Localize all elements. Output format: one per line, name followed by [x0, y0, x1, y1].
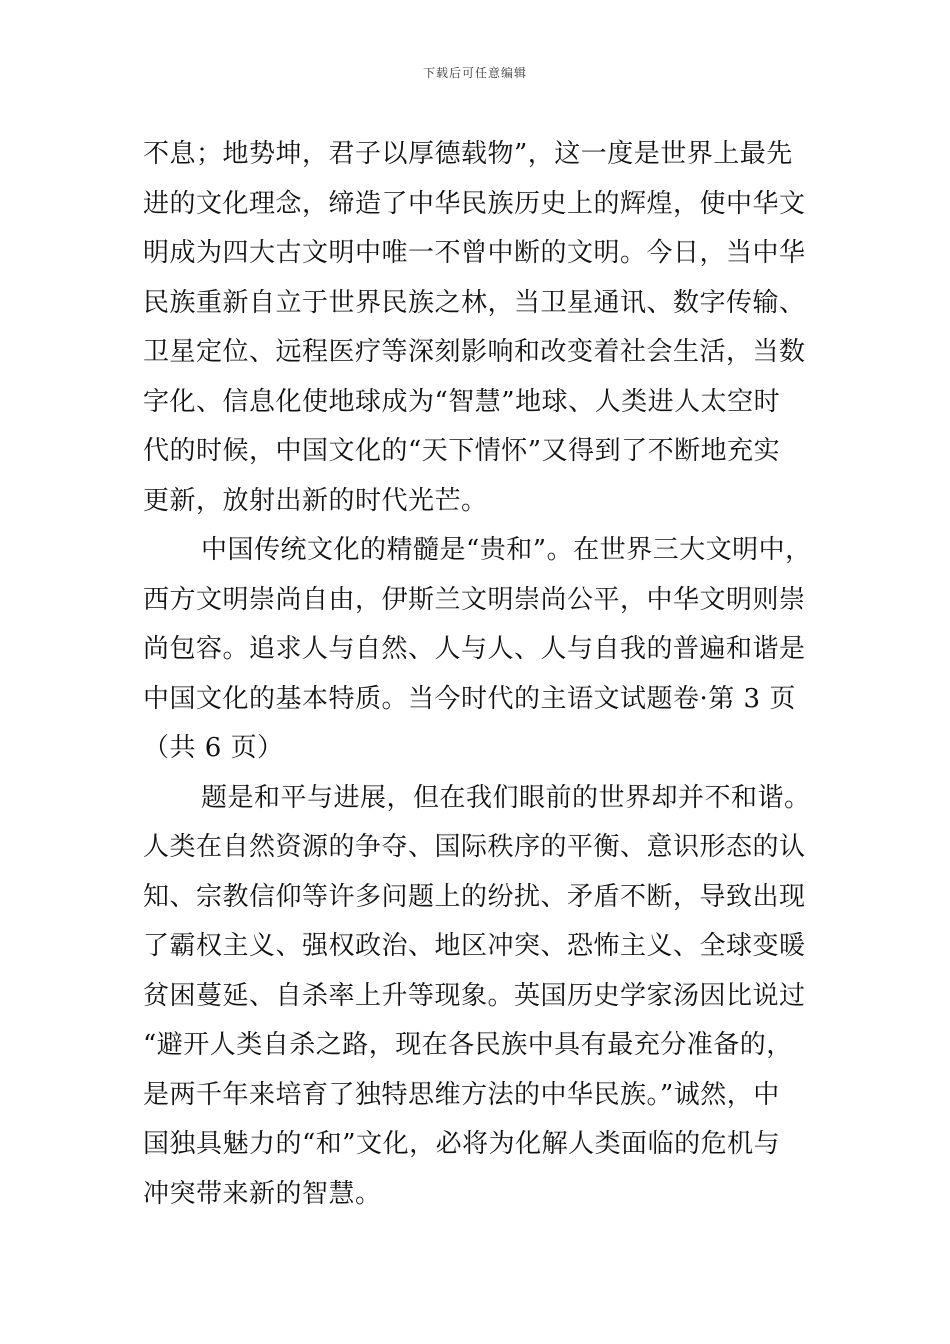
text-line: 更新，放射出新的时代光芒。 [143, 485, 488, 516]
text-line: 中国文化的基本特质。当今时代的主语文试题卷·第 3 页 [143, 683, 796, 714]
text-line: 是两千年来培育了独特思维方法的中华民族。”诚然，中 [143, 1079, 780, 1110]
paragraph-start-line: 中国传统文化的精髓是“贵和”。在世界三大文明中， [201, 535, 812, 565]
text-line: （共 6 页） [143, 733, 284, 763]
text-line: 国独具魅力的“和”文化，必将为化解人类面临的危机与 [143, 1129, 781, 1159]
text-line: 了霸权主义、强权政治、地区冲突、恐怖主义、全球变暖 [143, 931, 806, 961]
text-line: 代的时候，中国文化的“天下情怀”又得到了不断地充实 [143, 436, 781, 466]
text-line: 人类在自然资源的争夺、国际秩序的平衡、意识形态的认 [143, 832, 806, 862]
paragraph-start-line: 题是和平与进展，但在我们眼前的世界却并不和谐。 [201, 782, 811, 813]
text-line: 知、宗教信仰等许多问题上的纷扰、矛盾不断，导致出现 [143, 881, 806, 912]
body-text [143, 130, 843, 1219]
text-line: 明成为四大古文明中唯一不曾中断的文明。今日，当中华 [143, 238, 806, 268]
text-line: 尚包容。追求人与自然、人与人、人与自我的普遍和谐是 [143, 634, 806, 664]
text-line: 卫星定位、远程医疗等深刻影响和改变着社会生活，当数 [143, 337, 806, 367]
text-line: 冲突带来新的智慧。 [143, 1178, 382, 1209]
header-note: 下载后可任意编辑 [422, 66, 527, 80]
text-line: 进的文化理念，缔造了中华民族历史上的辉煌，使中华文 [143, 188, 806, 219]
text-line: 民族重新自立于世界民族之林，当卫星通讯、数字传输、 [143, 287, 806, 318]
text-line: 贫困蔓延、自杀率上升等现象。英国历史学家汤因比说过 [143, 980, 806, 1011]
text-line: 不息；地势坤，君子以厚德载物”，这一度是世界上最先 [143, 139, 793, 169]
text-line: 西方文明崇尚自由，伊斯兰文明崇尚公平，中华文明则崇 [143, 584, 806, 615]
text-line: 字化、信息化使地球成为“智慧”地球、人类进人太空时 [143, 386, 781, 417]
text-line: “避开人类自杀之路，现在各民族中具有最充分准备的， [143, 1030, 793, 1060]
